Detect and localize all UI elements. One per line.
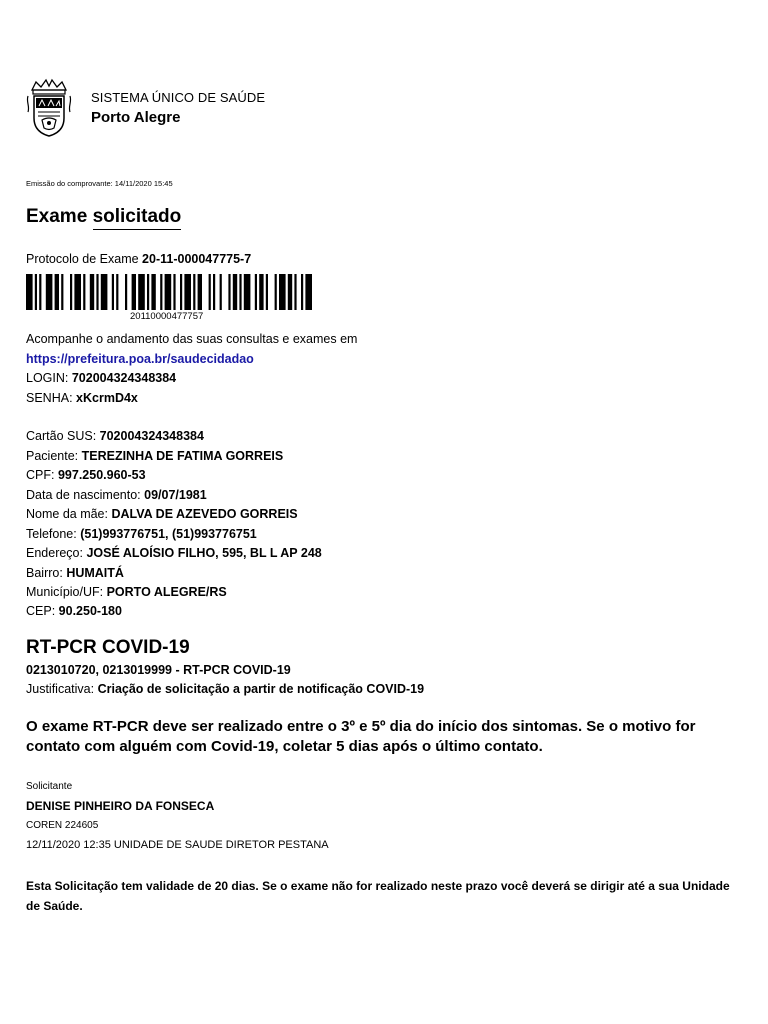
field-value: JOSÉ ALOÍSIO FILHO, 595, BL L AP 248 — [86, 546, 322, 560]
password-line — [26, 391, 138, 405]
barcode-bar — [244, 274, 251, 310]
barcode-bar — [151, 274, 155, 310]
barcode-bar — [301, 274, 303, 310]
field-label: CEP: — [26, 604, 56, 618]
patient-field — [26, 546, 322, 560]
barcode-bar — [70, 274, 72, 310]
barcode-bar — [279, 274, 286, 310]
barcode-bar — [165, 274, 172, 310]
barcode-bar — [288, 274, 292, 310]
barcode-bar — [55, 274, 59, 310]
barcode-bar — [228, 274, 230, 310]
field-label: Paciente: — [26, 449, 79, 463]
barcode-bar — [74, 274, 81, 310]
field-value: DALVA DE AZEVEDO GORREIS — [111, 507, 298, 521]
field-label: Data de nascimento: — [26, 488, 141, 502]
portal-link[interactable]: https://prefeitura.poa.br/saudecidadao — [26, 352, 254, 366]
barcode-bar — [213, 274, 215, 310]
login-label: LOGIN: — [26, 371, 69, 385]
barcode-bar — [116, 274, 118, 310]
barcode-bar — [35, 274, 37, 310]
page-title — [26, 206, 181, 230]
city-name: Porto Alegre — [91, 109, 181, 126]
barcode-bar — [132, 274, 136, 310]
field-value: (51)993776751, (51)993776751 — [80, 527, 257, 541]
barcode-bar — [147, 274, 149, 310]
barcode-image — [26, 274, 316, 310]
justification-label: Justificativa: — [26, 682, 95, 696]
field-value: 702004324348384 — [99, 429, 204, 443]
page-title-part-2: solicitado — [93, 206, 182, 230]
barcode-bar — [125, 274, 127, 310]
requester-label: Solicitante — [26, 781, 73, 792]
field-label: Telefone: — [26, 527, 77, 541]
barcode-bar — [209, 274, 211, 310]
field-value: TEREZINHA DE FATIMA GORREIS — [81, 449, 284, 463]
barcode-bar — [275, 274, 277, 310]
field-label: CPF: — [26, 468, 55, 482]
field-value: 90.250-180 — [58, 604, 122, 618]
login-line — [26, 371, 176, 385]
field-label: Endereço: — [26, 546, 83, 560]
barcode-number: 20110000477757 — [130, 311, 204, 322]
barcode-bar — [193, 274, 195, 310]
password-value: xKcrmD4x — [76, 391, 138, 405]
exam-codes: 0213010720, 0213019999 - RT-PCR COVID-19 — [26, 663, 291, 677]
patient-field — [26, 527, 257, 541]
barcode-bar — [160, 274, 162, 310]
protocol-value: 20-11-000047775-7 — [142, 252, 252, 266]
barcode-bar — [83, 274, 85, 310]
barcode-bar — [239, 274, 241, 310]
barcode-bar — [220, 274, 222, 310]
password-label: SENHA: — [26, 391, 73, 405]
patient-field — [26, 566, 124, 580]
city-coat-of-arms-icon — [24, 78, 74, 138]
field-value: PORTO ALEGRE/RS — [106, 585, 227, 599]
protocol-line — [26, 252, 251, 266]
patient-field — [26, 449, 283, 463]
barcode-bar — [266, 274, 268, 310]
barcode-bar — [96, 274, 98, 310]
barcode-bar — [112, 274, 114, 310]
requester-name: DENISE PINHEIRO DA FONSECA — [26, 799, 215, 813]
patient-field — [26, 468, 146, 482]
emission-date: Emissão do comprovante: 14/11/2020 15:45 — [26, 179, 173, 188]
barcode-bar — [259, 274, 263, 310]
requester-registry: COREN 224605 — [26, 820, 99, 831]
field-value: 997.250.960-53 — [57, 468, 146, 482]
barcode-bar — [46, 274, 53, 310]
barcode-bar — [305, 274, 312, 310]
barcode-bar — [180, 274, 182, 310]
field-label: Bairro: — [26, 566, 63, 580]
barcode-bar — [173, 274, 175, 310]
portal-text: Acompanhe o andamento das suas consultas e exames em — [26, 332, 358, 346]
patient-field — [26, 585, 227, 599]
barcode-bar — [26, 274, 33, 310]
barcode-bar — [39, 274, 41, 310]
exam-title: RT-PCR COVID-19 — [26, 637, 190, 658]
justification-line — [26, 682, 424, 696]
barcode-bar — [138, 274, 145, 310]
patient-field — [26, 488, 207, 502]
barcode-bar — [233, 274, 237, 310]
barcode-bar — [101, 274, 108, 310]
field-label: Cartão SUS: — [26, 429, 97, 443]
health-system-name: SISTEMA ÚNICO DE SAÚDE — [91, 90, 266, 105]
patient-field — [26, 604, 122, 618]
field-label: Nome da mãe: — [26, 507, 108, 521]
barcode-bar — [255, 274, 257, 310]
field-value: 09/07/1981 — [144, 488, 207, 502]
patient-field — [26, 507, 298, 521]
login-value: 702004324348384 — [71, 371, 177, 385]
barcode-bar — [198, 274, 202, 310]
barcode-bar — [61, 274, 63, 310]
justification-value: Criação de solicitação a partir de notificação COVID-19 — [97, 682, 425, 696]
validity-notice: Esta Solicitação tem validade de 20 dias. Se o exame não for realizado neste prazo você deverá se dirigir até a sua Unidade de Saúde. — [26, 879, 730, 913]
field-label: Município/UF: — [26, 585, 104, 599]
barcode-bar — [184, 274, 191, 310]
barcode-bar — [90, 274, 94, 310]
protocol-label: Protocolo de Exame — [26, 252, 139, 266]
field-value: HUMAITÁ — [66, 566, 124, 580]
barcode-bar — [294, 274, 296, 310]
page-title-part-1: Exame — [26, 206, 88, 227]
requester-date-unit: 12/11/2020 12:35 UNIDADE DE SAUDE DIRETOR PESTANA — [26, 839, 329, 851]
patient-field — [26, 429, 204, 443]
exam-notice: O exame RT-PCR deve ser realizado entre o 3º e 5º dia do início dos sintomas. Se o motivo for contato com alguém com Covid-19, coletar 5 dias após o último contato. — [26, 718, 696, 755]
